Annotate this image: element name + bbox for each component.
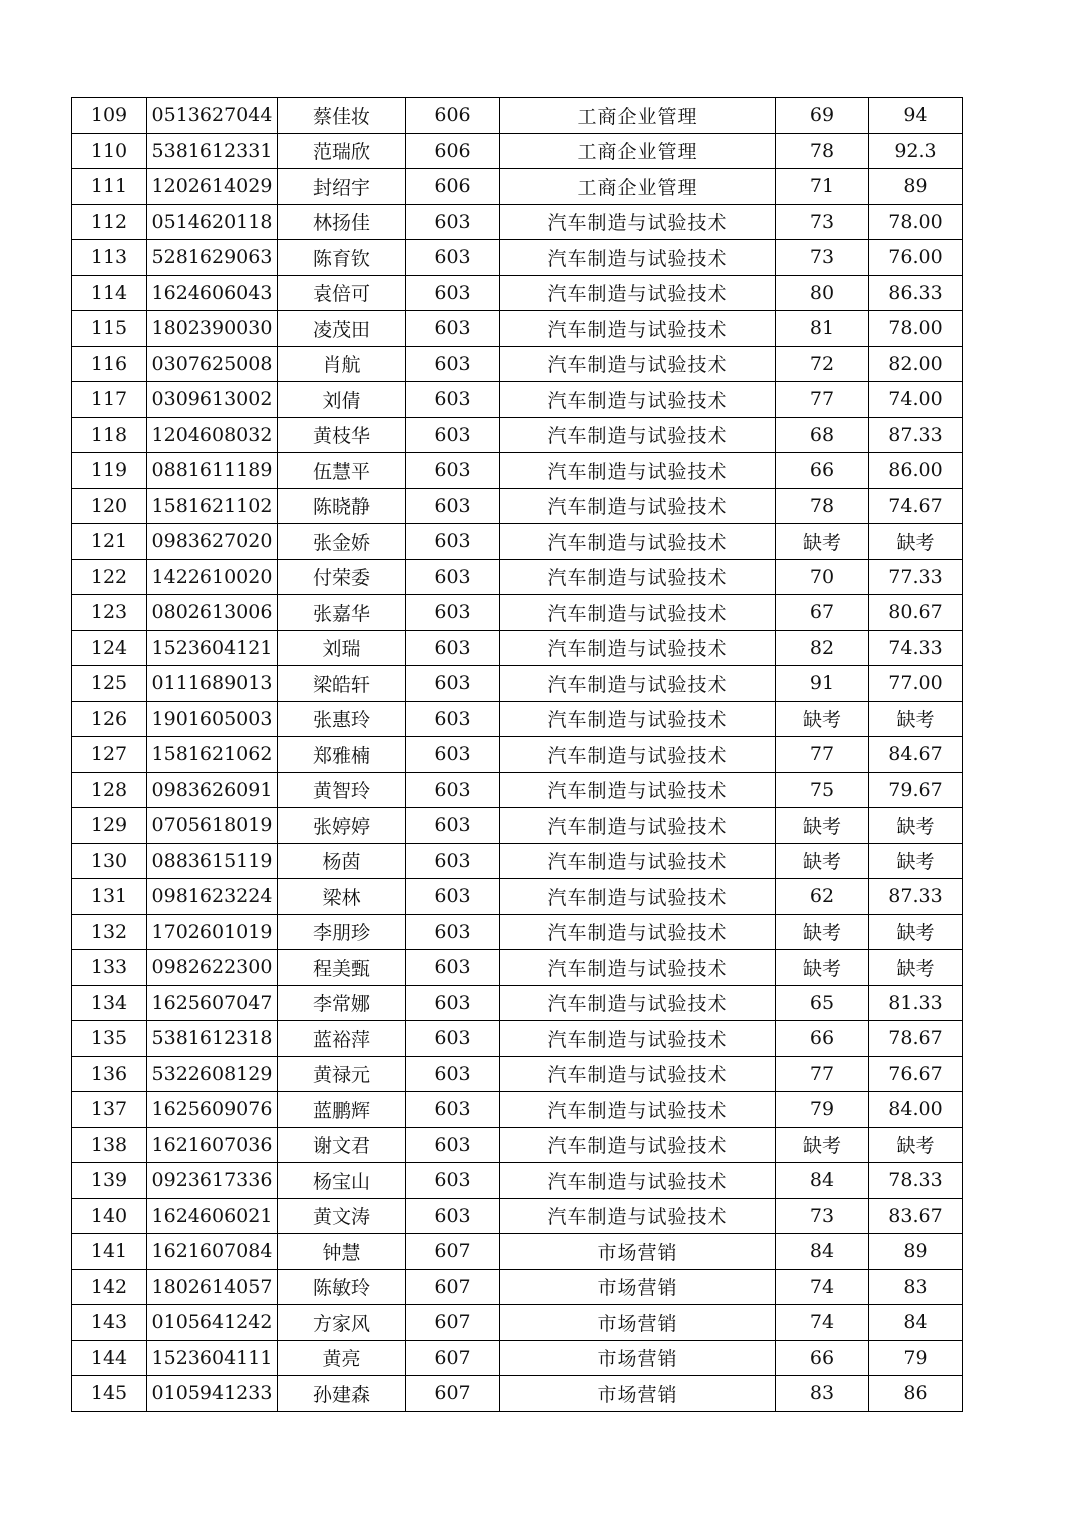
candidate-id-cell: 1581621102 (147, 488, 278, 524)
candidate-id-cell: 0705618019 (147, 808, 278, 844)
name-cell: 刘瑞 (278, 630, 406, 666)
score-2-cell: 76.00 (869, 240, 963, 276)
candidate-id-cell: 1523604121 (147, 630, 278, 666)
score-1-cell: 缺考 (776, 843, 869, 879)
seq-cell: 109 (72, 98, 147, 134)
seq-cell: 136 (72, 1056, 147, 1092)
table-row (72, 1021, 963, 1057)
table-row (72, 630, 963, 666)
table-row (72, 453, 963, 489)
candidate-id-cell: 0309613002 (147, 382, 278, 418)
name-cell: 张惠玲 (278, 701, 406, 737)
name-cell: 梁皓轩 (278, 666, 406, 702)
score-2-cell: 81.33 (869, 985, 963, 1021)
major-name-cell: 汽车制造与试验技术 (500, 453, 776, 489)
score-2-cell: 74.00 (869, 382, 963, 418)
major-code-cell: 603 (406, 914, 500, 950)
score-2-cell: 缺考 (869, 914, 963, 950)
seq-cell: 118 (72, 417, 147, 453)
seq-cell: 142 (72, 1269, 147, 1305)
major-name-cell: 汽车制造与试验技术 (500, 1092, 776, 1128)
candidate-id-cell: 0111689013 (147, 666, 278, 702)
score-2-cell: 86.33 (869, 275, 963, 311)
table-row (72, 1234, 963, 1270)
score-2-cell: 87.33 (869, 879, 963, 915)
major-code-cell: 603 (406, 843, 500, 879)
score-1-cell: 78 (776, 488, 869, 524)
seq-cell: 138 (72, 1127, 147, 1163)
score-1-cell: 83 (776, 1376, 869, 1412)
score-1-cell: 69 (776, 98, 869, 134)
major-name-cell: 汽车制造与试验技术 (500, 914, 776, 950)
major-code-cell: 603 (406, 595, 500, 631)
name-cell: 李常娜 (278, 985, 406, 1021)
name-cell: 蓝裕萍 (278, 1021, 406, 1057)
major-name-cell: 市场营销 (500, 1340, 776, 1376)
score-table (71, 97, 963, 1412)
major-name-cell: 汽车制造与试验技术 (500, 488, 776, 524)
candidate-id-cell: 1702601019 (147, 914, 278, 950)
name-cell: 范瑞欣 (278, 133, 406, 169)
major-name-cell: 汽车制造与试验技术 (500, 666, 776, 702)
score-1-cell: 缺考 (776, 701, 869, 737)
candidate-id-cell: 0983626091 (147, 772, 278, 808)
candidate-id-cell: 0105641242 (147, 1305, 278, 1341)
candidate-id-cell: 5381612331 (147, 133, 278, 169)
score-1-cell: 77 (776, 382, 869, 418)
candidate-id-cell: 1625607047 (147, 985, 278, 1021)
score-2-cell: 77.00 (869, 666, 963, 702)
seq-cell: 128 (72, 772, 147, 808)
candidate-id-cell: 1621607036 (147, 1127, 278, 1163)
major-name-cell: 工商企业管理 (500, 98, 776, 134)
score-1-cell: 70 (776, 559, 869, 595)
seq-cell: 117 (72, 382, 147, 418)
score-1-cell: 82 (776, 630, 869, 666)
seq-cell: 127 (72, 737, 147, 773)
table-row (72, 772, 963, 808)
seq-cell: 114 (72, 275, 147, 311)
major-code-cell: 603 (406, 1198, 500, 1234)
major-code-cell: 603 (406, 950, 500, 986)
seq-cell: 111 (72, 169, 147, 205)
name-cell: 凌茂田 (278, 311, 406, 347)
score-1-cell: 79 (776, 1092, 869, 1128)
major-name-cell: 汽车制造与试验技术 (500, 1056, 776, 1092)
candidate-id-cell: 1624606021 (147, 1198, 278, 1234)
table-row (72, 1340, 963, 1376)
candidate-id-cell: 1581621062 (147, 737, 278, 773)
major-code-cell: 603 (406, 985, 500, 1021)
major-name-cell: 汽车制造与试验技术 (500, 204, 776, 240)
seq-cell: 141 (72, 1234, 147, 1270)
score-2-cell: 缺考 (869, 808, 963, 844)
score-2-cell: 78.00 (869, 204, 963, 240)
seq-cell: 126 (72, 701, 147, 737)
candidate-id-cell: 0513627044 (147, 98, 278, 134)
table-row (72, 1376, 963, 1412)
major-name-cell: 市场营销 (500, 1269, 776, 1305)
score-2-cell: 缺考 (869, 950, 963, 986)
score-1-cell: 74 (776, 1269, 869, 1305)
name-cell: 付荣委 (278, 559, 406, 595)
table-row (72, 914, 963, 950)
candidate-id-cell: 0923617336 (147, 1163, 278, 1199)
major-code-cell: 603 (406, 488, 500, 524)
score-1-cell: 84 (776, 1163, 869, 1199)
candidate-id-cell: 0883615119 (147, 843, 278, 879)
seq-cell: 115 (72, 311, 147, 347)
score-1-cell: 缺考 (776, 1127, 869, 1163)
major-name-cell: 汽车制造与试验技术 (500, 1163, 776, 1199)
table-row (72, 275, 963, 311)
major-name-cell: 市场营销 (500, 1305, 776, 1341)
score-2-cell: 缺考 (869, 843, 963, 879)
name-cell: 张嘉华 (278, 595, 406, 631)
name-cell: 陈晓静 (278, 488, 406, 524)
score-2-cell: 92.3 (869, 133, 963, 169)
score-2-cell: 缺考 (869, 1127, 963, 1163)
seq-cell: 144 (72, 1340, 147, 1376)
major-code-cell: 603 (406, 1163, 500, 1199)
seq-cell: 145 (72, 1376, 147, 1412)
major-code-cell: 607 (406, 1305, 500, 1341)
score-1-cell: 71 (776, 169, 869, 205)
table-row (72, 488, 963, 524)
seq-cell: 135 (72, 1021, 147, 1057)
score-2-cell: 86 (869, 1376, 963, 1412)
candidate-id-cell: 1621607084 (147, 1234, 278, 1270)
major-code-cell: 603 (406, 701, 500, 737)
score-2-cell: 80.67 (869, 595, 963, 631)
score-2-cell: 77.33 (869, 559, 963, 595)
major-name-cell: 汽车制造与试验技术 (500, 595, 776, 631)
score-2-cell: 78.67 (869, 1021, 963, 1057)
table-row (72, 808, 963, 844)
score-1-cell: 66 (776, 453, 869, 489)
candidate-id-cell: 1202614029 (147, 169, 278, 205)
score-2-cell: 89 (869, 169, 963, 205)
score-2-cell: 79.67 (869, 772, 963, 808)
table-row (72, 595, 963, 631)
score-1-cell: 78 (776, 133, 869, 169)
table-row (72, 1269, 963, 1305)
score-1-cell: 77 (776, 1056, 869, 1092)
table-row (72, 169, 963, 205)
candidate-id-cell: 0881611189 (147, 453, 278, 489)
major-name-cell: 汽车制造与试验技术 (500, 1127, 776, 1163)
major-code-cell: 603 (406, 1021, 500, 1057)
major-name-cell: 汽车制造与试验技术 (500, 843, 776, 879)
table-row (72, 382, 963, 418)
score-1-cell: 81 (776, 311, 869, 347)
major-name-cell: 汽车制造与试验技术 (500, 879, 776, 915)
name-cell: 林扬佳 (278, 204, 406, 240)
score-1-cell: 73 (776, 1198, 869, 1234)
seq-cell: 143 (72, 1305, 147, 1341)
seq-cell: 140 (72, 1198, 147, 1234)
name-cell: 袁倍可 (278, 275, 406, 311)
name-cell: 钟慧 (278, 1234, 406, 1270)
major-code-cell: 606 (406, 98, 500, 134)
score-2-cell: 87.33 (869, 417, 963, 453)
candidate-id-cell: 1802614057 (147, 1269, 278, 1305)
major-code-cell: 603 (406, 737, 500, 773)
name-cell: 封绍宇 (278, 169, 406, 205)
major-code-cell: 603 (406, 772, 500, 808)
name-cell: 杨宝山 (278, 1163, 406, 1199)
table-row (72, 346, 963, 382)
major-code-cell: 607 (406, 1269, 500, 1305)
seq-cell: 131 (72, 879, 147, 915)
score-1-cell: 缺考 (776, 524, 869, 560)
candidate-id-cell: 5281629063 (147, 240, 278, 276)
name-cell: 谢文君 (278, 1127, 406, 1163)
table-row (72, 666, 963, 702)
seq-cell: 139 (72, 1163, 147, 1199)
seq-cell: 116 (72, 346, 147, 382)
score-2-cell: 84.00 (869, 1092, 963, 1128)
seq-cell: 130 (72, 843, 147, 879)
candidate-id-cell: 1422610020 (147, 559, 278, 595)
table-row (72, 950, 963, 986)
name-cell: 李朋珍 (278, 914, 406, 950)
seq-cell: 121 (72, 524, 147, 560)
score-2-cell: 82.00 (869, 346, 963, 382)
score-1-cell: 66 (776, 1340, 869, 1376)
major-code-cell: 603 (406, 524, 500, 560)
score-1-cell: 80 (776, 275, 869, 311)
candidate-id-cell: 0514620118 (147, 204, 278, 240)
name-cell: 张金娇 (278, 524, 406, 560)
seq-cell: 133 (72, 950, 147, 986)
score-2-cell: 缺考 (869, 524, 963, 560)
score-1-cell: 66 (776, 1021, 869, 1057)
major-code-cell: 603 (406, 630, 500, 666)
major-name-cell: 汽车制造与试验技术 (500, 630, 776, 666)
score-2-cell: 74.67 (869, 488, 963, 524)
candidate-id-cell: 1901605003 (147, 701, 278, 737)
major-name-cell: 汽车制造与试验技术 (500, 701, 776, 737)
major-code-cell: 603 (406, 417, 500, 453)
candidate-id-cell: 5322608129 (147, 1056, 278, 1092)
score-2-cell: 74.33 (869, 630, 963, 666)
major-name-cell: 汽车制造与试验技术 (500, 382, 776, 418)
name-cell: 黄枝华 (278, 417, 406, 453)
seq-cell: 123 (72, 595, 147, 631)
candidate-id-cell: 5381612318 (147, 1021, 278, 1057)
major-name-cell: 汽车制造与试验技术 (500, 275, 776, 311)
score-2-cell: 94 (869, 98, 963, 134)
score-2-cell: 83 (869, 1269, 963, 1305)
table-row (72, 1163, 963, 1199)
candidate-id-cell: 1624606043 (147, 275, 278, 311)
major-name-cell: 工商企业管理 (500, 169, 776, 205)
score-1-cell: 73 (776, 204, 869, 240)
seq-cell: 132 (72, 914, 147, 950)
major-code-cell: 603 (406, 808, 500, 844)
candidate-id-cell: 0802613006 (147, 595, 278, 631)
major-code-cell: 606 (406, 133, 500, 169)
seq-cell: 113 (72, 240, 147, 276)
score-2-cell: 89 (869, 1234, 963, 1270)
score-1-cell: 68 (776, 417, 869, 453)
name-cell: 张婷婷 (278, 808, 406, 844)
seq-cell: 110 (72, 133, 147, 169)
table-row (72, 559, 963, 595)
name-cell: 梁林 (278, 879, 406, 915)
table-row (72, 98, 963, 134)
seq-cell: 129 (72, 808, 147, 844)
name-cell: 蔡佳妆 (278, 98, 406, 134)
score-1-cell: 65 (776, 985, 869, 1021)
score-1-cell: 75 (776, 772, 869, 808)
major-name-cell: 汽车制造与试验技术 (500, 559, 776, 595)
major-name-cell: 汽车制造与试验技术 (500, 524, 776, 560)
major-code-cell: 603 (406, 1092, 500, 1128)
major-name-cell: 汽车制造与试验技术 (500, 240, 776, 276)
major-name-cell: 汽车制造与试验技术 (500, 737, 776, 773)
major-code-cell: 603 (406, 1056, 500, 1092)
name-cell: 蓝鹏辉 (278, 1092, 406, 1128)
candidate-id-cell: 0981623224 (147, 879, 278, 915)
table-row (72, 417, 963, 453)
table-row (72, 1092, 963, 1128)
major-code-cell: 603 (406, 204, 500, 240)
candidate-id-cell: 1625609076 (147, 1092, 278, 1128)
table-row (72, 1305, 963, 1341)
major-code-cell: 607 (406, 1340, 500, 1376)
table-row (72, 1198, 963, 1234)
major-code-cell: 603 (406, 311, 500, 347)
candidate-id-cell: 1802390030 (147, 311, 278, 347)
major-code-cell: 603 (406, 1127, 500, 1163)
name-cell: 黄智玲 (278, 772, 406, 808)
table-row (72, 133, 963, 169)
major-code-cell: 603 (406, 346, 500, 382)
seq-cell: 122 (72, 559, 147, 595)
score-1-cell: 84 (776, 1234, 869, 1270)
major-name-cell: 汽车制造与试验技术 (500, 985, 776, 1021)
score-1-cell: 77 (776, 737, 869, 773)
major-code-cell: 606 (406, 169, 500, 205)
major-code-cell: 603 (406, 453, 500, 489)
major-name-cell: 汽车制造与试验技术 (500, 311, 776, 347)
score-1-cell: 62 (776, 879, 869, 915)
major-name-cell: 汽车制造与试验技术 (500, 772, 776, 808)
major-name-cell: 汽车制造与试验技术 (500, 808, 776, 844)
major-name-cell: 汽车制造与试验技术 (500, 1198, 776, 1234)
major-code-cell: 603 (406, 240, 500, 276)
table-row (72, 843, 963, 879)
name-cell: 程美甄 (278, 950, 406, 986)
seq-cell: 125 (72, 666, 147, 702)
candidate-id-cell: 1523604111 (147, 1340, 278, 1376)
table-row (72, 524, 963, 560)
score-1-cell: 74 (776, 1305, 869, 1341)
name-cell: 伍慧平 (278, 453, 406, 489)
candidate-id-cell: 0307625008 (147, 346, 278, 382)
name-cell: 孙建森 (278, 1376, 406, 1412)
seq-cell: 112 (72, 204, 147, 240)
name-cell: 陈育钦 (278, 240, 406, 276)
name-cell: 刘倩 (278, 382, 406, 418)
major-code-cell: 603 (406, 382, 500, 418)
score-1-cell: 67 (776, 595, 869, 631)
score-table-body (72, 98, 963, 1412)
table-row (72, 737, 963, 773)
candidate-id-cell: 0105941233 (147, 1376, 278, 1412)
name-cell: 郑雅楠 (278, 737, 406, 773)
name-cell: 黄禄元 (278, 1056, 406, 1092)
major-name-cell: 汽车制造与试验技术 (500, 950, 776, 986)
table-row (72, 879, 963, 915)
name-cell: 黄亮 (278, 1340, 406, 1376)
major-code-cell: 607 (406, 1234, 500, 1270)
score-2-cell: 缺考 (869, 701, 963, 737)
score-2-cell: 86.00 (869, 453, 963, 489)
score-1-cell: 缺考 (776, 914, 869, 950)
seq-cell: 134 (72, 985, 147, 1021)
score-2-cell: 76.67 (869, 1056, 963, 1092)
major-name-cell: 工商企业管理 (500, 133, 776, 169)
candidate-id-cell: 0982622300 (147, 950, 278, 986)
major-code-cell: 607 (406, 1376, 500, 1412)
seq-cell: 120 (72, 488, 147, 524)
table-row (72, 1127, 963, 1163)
candidate-id-cell: 0983627020 (147, 524, 278, 560)
name-cell: 杨茵 (278, 843, 406, 879)
name-cell: 肖航 (278, 346, 406, 382)
major-name-cell: 汽车制造与试验技术 (500, 346, 776, 382)
score-1-cell: 缺考 (776, 950, 869, 986)
major-code-cell: 603 (406, 559, 500, 595)
table-row (72, 240, 963, 276)
name-cell: 黄文涛 (278, 1198, 406, 1234)
table-row (72, 204, 963, 240)
seq-cell: 137 (72, 1092, 147, 1128)
major-name-cell: 汽车制造与试验技术 (500, 417, 776, 453)
major-name-cell: 市场营销 (500, 1376, 776, 1412)
name-cell: 陈敏玲 (278, 1269, 406, 1305)
major-code-cell: 603 (406, 666, 500, 702)
score-2-cell: 84 (869, 1305, 963, 1341)
major-code-cell: 603 (406, 879, 500, 915)
major-code-cell: 603 (406, 275, 500, 311)
table-row (72, 1056, 963, 1092)
table-row (72, 985, 963, 1021)
score-1-cell: 73 (776, 240, 869, 276)
score-2-cell: 78.33 (869, 1163, 963, 1199)
name-cell: 方家风 (278, 1305, 406, 1341)
major-name-cell: 市场营销 (500, 1234, 776, 1270)
score-1-cell: 72 (776, 346, 869, 382)
seq-cell: 119 (72, 453, 147, 489)
score-2-cell: 83.67 (869, 1198, 963, 1234)
score-2-cell: 79 (869, 1340, 963, 1376)
score-1-cell: 缺考 (776, 808, 869, 844)
table-row (72, 701, 963, 737)
score-2-cell: 78.00 (869, 311, 963, 347)
major-name-cell: 汽车制造与试验技术 (500, 1021, 776, 1057)
table-row (72, 311, 963, 347)
seq-cell: 124 (72, 630, 147, 666)
score-2-cell: 84.67 (869, 737, 963, 773)
candidate-id-cell: 1204608032 (147, 417, 278, 453)
score-1-cell: 91 (776, 666, 869, 702)
